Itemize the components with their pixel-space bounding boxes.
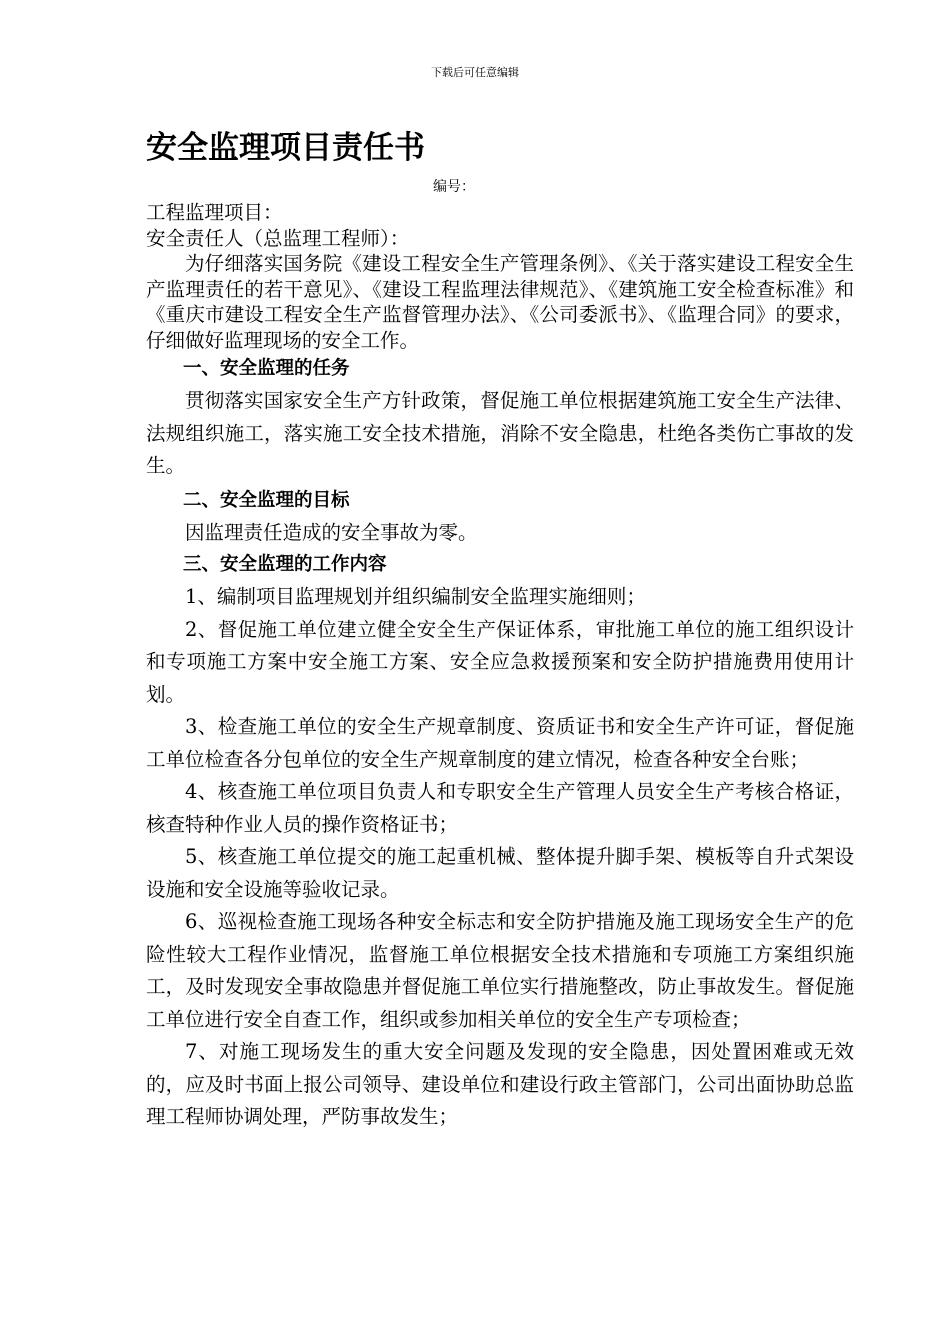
list-item: 6、巡视检查施工现场各种安全标志和安全防护措施及施工现场安全生产的危险性较大工程作业情况，监督施工单位根据安全技术措施和专项施工方案组织施工，及时发现安全事故隐患并督促施工单位实行措施整改，防止事故发生。督促施工单位进行安全自查工作，组织或参加相关单位的安全生产专项检查； [146, 910, 854, 1031]
section-paragraph: 因监理责任造成的安全事故为零。 [185, 520, 478, 544]
document-body [146, 200, 854, 1134]
serial-number-label: 编号： [433, 179, 475, 195]
list-item: 3、检查施工单位的安全生产规章制度、资质证书和安全生产许可证，督促施工单位检查各分包单位的安全生产规章制度的建立情况，检查各种安全台账； [146, 715, 854, 771]
section-heading-tasks: 一、安全监理的任务 [183, 358, 350, 379]
list-item: 5、核查施工单位提交的施工起重机械、整体提升脚手架、模板等自升式架设设施和安全设施等验收记录。 [146, 845, 854, 901]
project-label: 工程监理项目： [146, 201, 283, 224]
header-note: 下载后可任意编辑 [431, 66, 519, 79]
document-title: 安全监理项目责任书 [146, 130, 425, 166]
section-heading-goals: 二、安全监理的目标 [183, 489, 350, 511]
section-heading-work-content: 三、安全监理的工作内容 [183, 554, 387, 575]
responsible-person-label: 安全责任人（总监理工程师）： [146, 226, 410, 250]
list-item: 7、对施工现场发生的重大安全问题及发现的安全隐患，因处置困难或无效的，应及时书面上报公司领导、建设单位和建设行政主管部门，公司出面协助总监理工程师协调处理，严防事故发生； [146, 1040, 854, 1128]
list-item: 1、编制项目监理规划并组织编制安全监理实施细则； [185, 585, 646, 608]
list-item: 2、督促施工单位建立健全安全生产保证体系，审批施工单位的施工组织设计和专项施工方案中安全施工方案、安全应急救援预案和安全防护措施费用使用计划。 [146, 617, 854, 706]
list-item: 4、核查施工单位项目负责人和专职安全生产管理人员安全生产考核合格证，核查特种作业人员的操作资格证书； [146, 780, 854, 836]
section-paragraph: 贯彻落实国家安全生产方针政策，督促施工单位根据建筑施工安全生产法律、法规组织施工，落实施工安全技术措施，消除不安全隐患，杜绝各类伤亡事故的发生。 [146, 389, 854, 477]
intro-paragraph: 为仔细落实国务院《建设工程安全生产管理条例》、《关于落实建设工程安全生产监理责任的若干意见》、《建设工程监理法律规范》、《建筑施工安全检查标准》和《重庆市建设工程安全生产监督管理办法》、《公司委派书》、《监理合同》的要求，仔细做好监理现场的安全工作。 [146, 252, 854, 352]
